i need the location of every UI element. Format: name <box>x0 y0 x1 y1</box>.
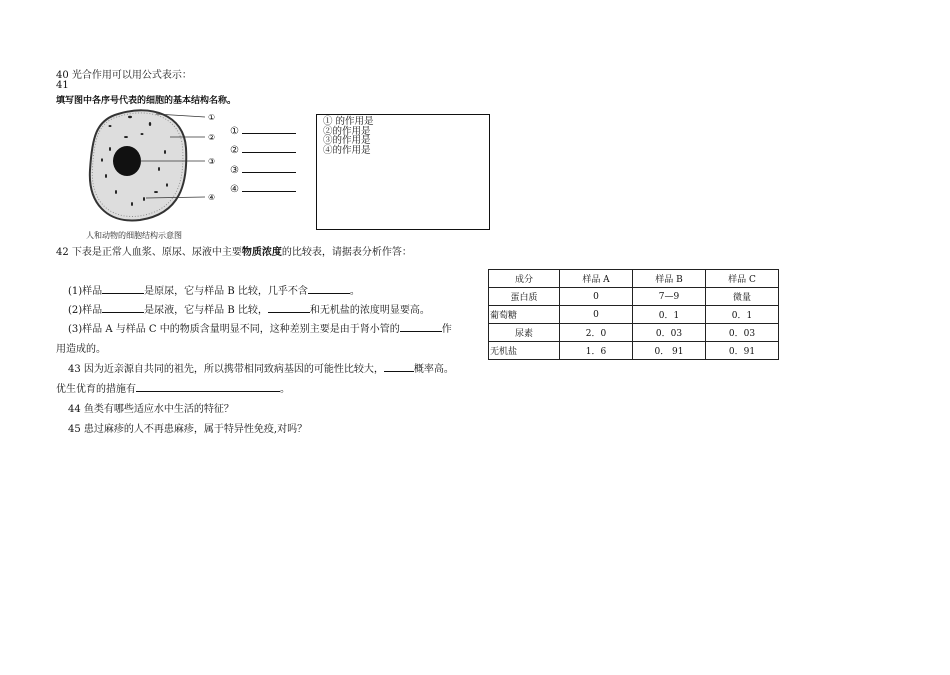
table-cell: 微量 <box>706 288 779 306</box>
table-cell: 葡萄糖 <box>489 306 560 324</box>
q42-item-3: (3)样品 A 与样品 C 中的物质含量明显不同，这种差别主要是由于肾小管的 作 <box>68 320 452 335</box>
q42-blank-2[interactable] <box>308 283 350 294</box>
table-header-row <box>489 270 779 288</box>
blank-row-4: ④ <box>230 181 296 195</box>
cell-diagram <box>80 104 220 230</box>
marker-1: ① <box>208 113 216 122</box>
question-41-number: 41 <box>56 80 69 91</box>
question-43-cont: 优生优育的措施有 。 <box>56 380 290 395</box>
blank-3[interactable] <box>242 162 296 173</box>
table-cell: 7—9 <box>633 288 706 306</box>
answer-box <box>316 114 490 230</box>
question-41-text: 填写图中各序号代表的细胞的基本结构名称。 <box>56 96 237 106</box>
table-cell: 蛋白质 <box>489 288 560 306</box>
header-sample-c: 样品 C <box>706 270 779 288</box>
table-cell: 0． 91 <box>633 342 706 360</box>
marker-4: ④ <box>208 193 216 202</box>
concentration-table <box>488 269 779 360</box>
table-cell: 0 <box>560 306 633 324</box>
blank-4[interactable] <box>242 181 296 192</box>
table-cell: 无机盐 <box>489 342 560 360</box>
q42-item-2: (2)样品 是尿液，它与样品 B 比较， 和无机盐的浓度明显要高。 <box>68 301 430 316</box>
q42-blank-4[interactable] <box>268 302 310 313</box>
answer-line-1: ① 的作用是 <box>323 116 374 127</box>
table-cell: 0．91 <box>706 342 779 360</box>
table-cell: 0．03 <box>633 324 706 342</box>
blank-row-1: ① <box>230 123 296 137</box>
q42-item-1: (1)样品 是原尿，它与样品 B 比较，几乎不含 。 <box>68 282 360 297</box>
q42-blank-1[interactable] <box>102 283 144 294</box>
marker-3: ③ <box>208 157 216 166</box>
q42-blank-5[interactable] <box>400 321 442 332</box>
nucleus <box>113 146 141 176</box>
blank-row-2: ② <box>230 142 296 156</box>
figure-caption: 人和动物的细胞结构示意图 <box>86 231 182 240</box>
table-cell: 2．0 <box>560 324 633 342</box>
blank-row-3: ③ <box>230 162 296 176</box>
q42-item-3-cont: 用造成的。 <box>56 344 106 355</box>
q43-blank-1[interactable] <box>384 361 414 372</box>
table-cell: 1．6 <box>560 342 633 360</box>
table-row <box>489 288 779 306</box>
header-component: 成分 <box>489 270 560 288</box>
question-45: 45 患过麻疹的人不再患麻疹，属于特异性免疫,对吗？ <box>68 424 308 435</box>
header-sample-a: 样品 A <box>560 270 633 288</box>
table-row <box>489 342 779 360</box>
question-40: 40 光合作用可以用公式表示： <box>56 70 192 81</box>
table-cell: 0．1 <box>633 306 706 324</box>
answer-line-4: ④的作用是 <box>323 144 371 156</box>
question-44: 44 鱼类有哪些适应水中生活的特征？ <box>68 404 234 415</box>
table-row <box>489 306 779 324</box>
blank-1[interactable] <box>242 123 296 134</box>
question-43: 43 因为近亲源自共同的祖先，所以携带相同致病基因的可能性比较大， 概率高。 <box>68 360 454 375</box>
marker-2: ② <box>208 133 216 142</box>
q42-blank-3[interactable] <box>102 302 144 313</box>
answer-line-2: ②的作用是 <box>323 125 371 137</box>
answer-line-3: ③的作用是 <box>323 135 371 146</box>
table-cell: 0．1 <box>706 306 779 324</box>
question-42: 42 下表是正常人血浆、原尿、尿液中主要物质浓度的比较表，请据表分析作答： <box>56 247 412 258</box>
q43-blank-2[interactable] <box>136 381 280 392</box>
blank-2[interactable] <box>242 142 296 153</box>
header-sample-b: 样品 B <box>633 270 706 288</box>
table-cell: 尿素 <box>489 324 560 342</box>
table-cell: 0．03 <box>706 324 779 342</box>
table-cell: 0 <box>560 288 633 306</box>
table-row <box>489 324 779 342</box>
